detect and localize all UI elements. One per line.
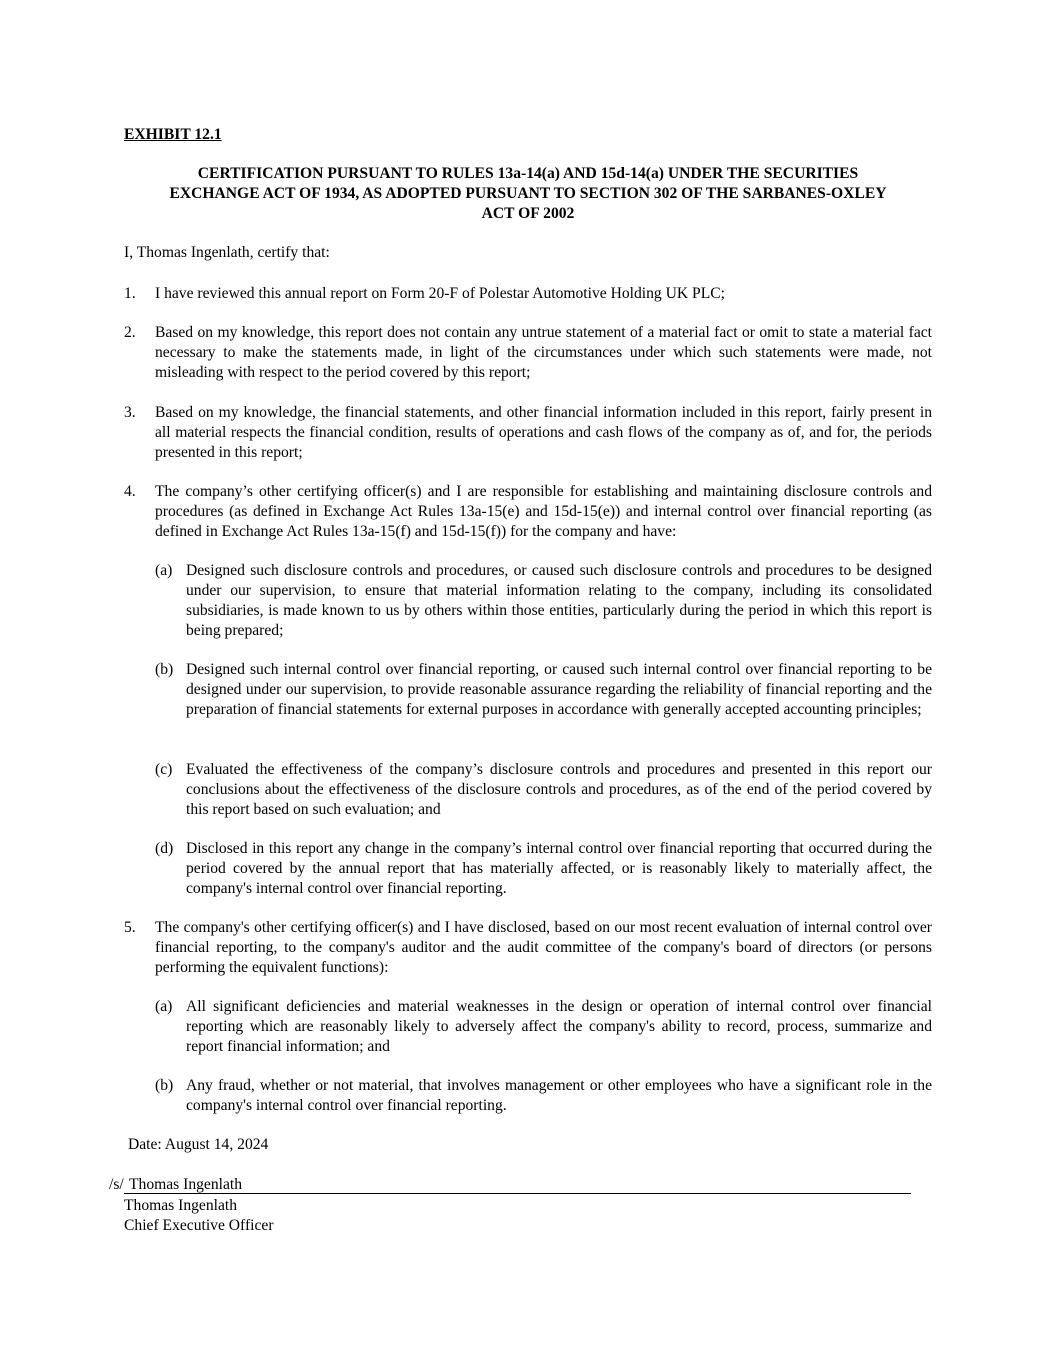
certification-item-2 — [124, 323, 932, 383]
item-text: The company's other certifying officer(s) and I have disclosed, based on our most recent evaluation of internal control over financial reporting, to the company's auditor and the audit committee of the company's board of directors (or persons performing the equivalent functions): — [155, 919, 932, 976]
certification-subitem-4c — [155, 760, 932, 820]
certification-subitem-4d — [155, 839, 932, 899]
title-line-2: EXCHANGE ACT OF 1934, AS ADOPTED PURSUANT TO SECTION 302 OF THE SARBANES-OXLEY — [169, 185, 887, 202]
intro-statement: I, Thomas Ingenlath, certify that: — [124, 244, 330, 261]
item-number: 4. — [124, 483, 136, 500]
subitem-text: Evaluated the effectiveness of the company’s disclosure controls and procedures and presented in this report our conclusions about the effectiveness of the disclosure controls and procedures, as of the end of the period covered by this report based on such evaluation; and — [186, 761, 932, 818]
subitem-letter: (c) — [155, 761, 173, 778]
subitem-text: All significant deficiencies and material weaknesses in the design or operation of internal control over financial reporting which are reasonably likely to adversely affect the company's ability to record, process, summarize and report financial information; and — [186, 998, 932, 1055]
subitem-letter: (a) — [155, 562, 173, 579]
item-number: 3. — [124, 404, 136, 421]
subitem-letter: (b) — [155, 661, 174, 678]
certification-item-4 — [124, 482, 932, 542]
item-text: Based on my knowledge, this report does not contain any untrue statement of a material fact or omit to state a material fact necessary to make the statements made, in light of the circumstances under which such statements were made, not misleading with respect to the period covered by this report; — [155, 324, 932, 381]
title-line-3: ACT OF 2002 — [481, 205, 575, 222]
item-number: 2. — [124, 324, 136, 341]
certification-title — [124, 164, 932, 224]
item-text: I have reviewed this annual report on Form 20-F of Polestar Automotive Holding UK PLC; — [155, 285, 725, 302]
title-line-1: CERTIFICATION PURSUANT TO RULES 13a-14(a) AND 15d-14(a) UNDER THE SECURITIES — [197, 165, 859, 182]
certification-item-1 — [124, 284, 932, 304]
exhibit-label: EXHIBIT 12.1 — [124, 126, 222, 143]
subitem-letter: (a) — [155, 998, 173, 1015]
signature-line — [124, 1193, 911, 1194]
subitem-text: Any fraud, whether or not material, that involves management or other employees who have a significant role in the company's internal control over financial reporting. — [186, 1077, 932, 1114]
certification-subitem-5b — [155, 1076, 932, 1116]
item-text: Based on my knowledge, the financial statements, and other financial information included in this report, fairly present in all material respects the financial condition, results of operations and cash flows of the company as of, and for, the periods presented in this report; — [155, 404, 932, 461]
signatory-printed-name: Thomas Ingenlath — [124, 1197, 238, 1214]
subitem-text: Designed such disclosure controls and procedures, or caused such disclosure controls and procedures to be designed under our supervision, to ensure that material information relating to the company, including its consolidated subsidiaries, is made known to us by others within those entities, particularly during the period in which this report is being prepared; — [186, 562, 932, 639]
date-line: Date: August 14, 2024 — [128, 1136, 269, 1153]
subitem-letter: (d) — [155, 840, 174, 857]
item-number: 1. — [124, 285, 136, 302]
certification-item-5 — [124, 918, 932, 978]
certification-subitem-5a — [155, 997, 932, 1057]
signature-name: Thomas Ingenlath — [129, 1176, 243, 1193]
subitem-text: Disclosed in this report any change in the company’s internal control over financial reporting that occurred during the period covered by the annual report that has materially affected, or is reasonably likely to materially affect, the company's internal control over financial reporting. — [186, 840, 932, 897]
signatory-title: Chief Executive Officer — [124, 1217, 274, 1234]
certification-item-3 — [124, 403, 932, 463]
signature-prefix: /s/ — [109, 1176, 124, 1193]
certification-subitem-4b — [155, 660, 932, 720]
subitem-text: Designed such internal control over financial reporting, or caused such internal control over financial reporting to be designed under our supervision, to provide reasonable assurance regarding the reliability of financial reporting and the preparation of financial statements for external purposes in accordance with generally accepted accounting principles; — [186, 661, 932, 718]
certification-subitem-4a — [155, 561, 932, 641]
item-number: 5. — [124, 919, 136, 936]
subitem-letter: (b) — [155, 1077, 174, 1094]
item-text: The company’s other certifying officer(s) and I are responsible for establishing and maintaining disclosure controls and procedures (as defined in Exchange Act Rules 13a-15(e) and 15d-15(e)) and internal control over financial reporting (as defined in Exchange Act Rules 13a-15(f) and 15d-15(f)) for the company and have: — [155, 483, 932, 540]
